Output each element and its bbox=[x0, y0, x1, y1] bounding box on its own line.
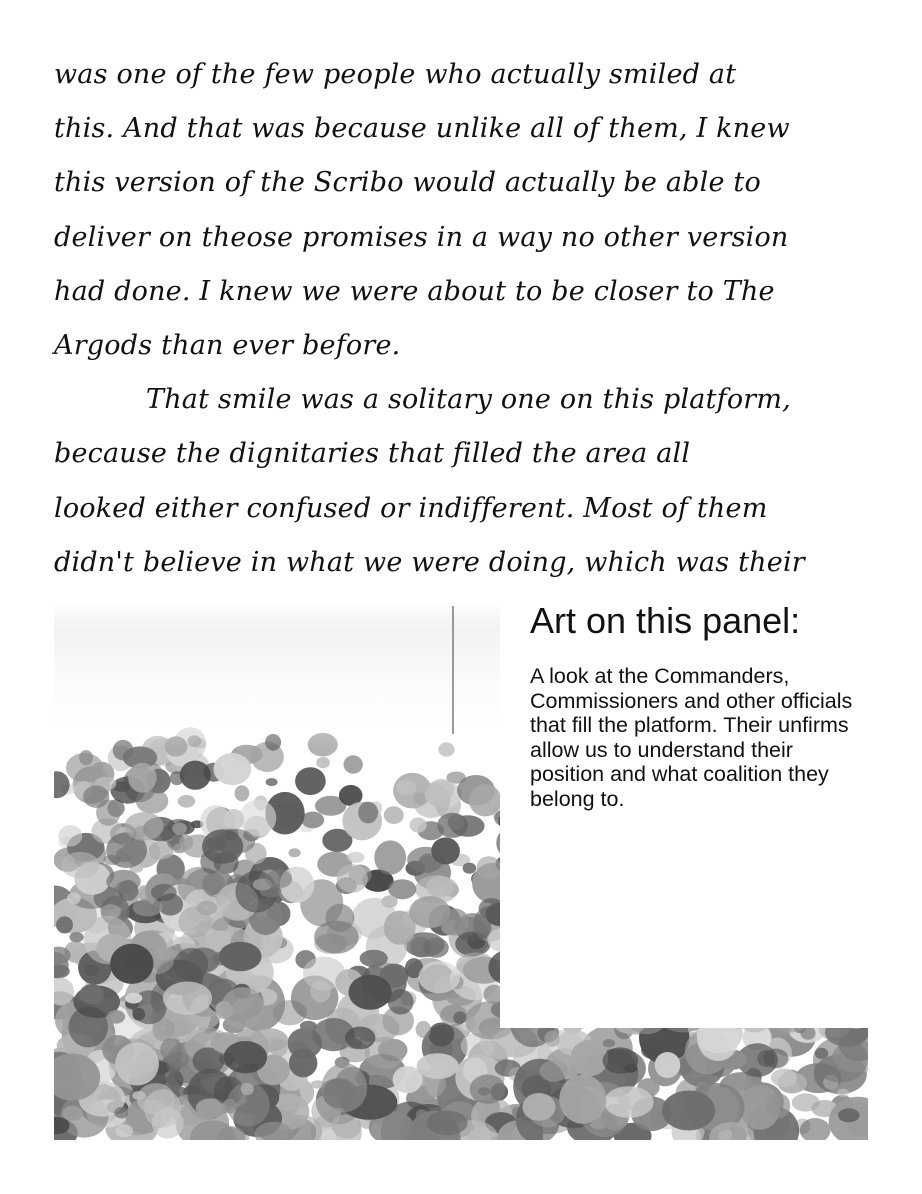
narrative-line: had done. I knew we were about to be closer to The bbox=[54, 275, 775, 307]
narrative-line: this version of the Scribo would actually be able to bbox=[54, 167, 761, 199]
narrative-line: because the dignitaries that filled the area all bbox=[54, 438, 691, 470]
narrative-line: was one of the few people who actually smiled at bbox=[54, 59, 737, 90]
narrative-line: didn't believe in what we were doing, which was their bbox=[54, 546, 805, 578]
art-panel-heading: Art on this panel: bbox=[530, 600, 801, 641]
narrative-line: Argods than ever before. bbox=[54, 329, 401, 361]
narrative-line: That smile was a solitary one on this platform, bbox=[146, 384, 791, 416]
art-panel-description: A look at the Commanders, Commissioners and other officials that fill the platform. Their unfirms allow us to understand their position and what coalition they belong to. bbox=[530, 664, 853, 811]
narrative-line: looked either confused or indifferent. Most of them bbox=[54, 492, 768, 524]
panel-divider bbox=[452, 606, 454, 734]
art-panel-note bbox=[530, 600, 880, 811]
narrative-text bbox=[54, 48, 874, 590]
narrative-line: deliver on theose promises in a way no other version bbox=[54, 221, 789, 253]
narrative-line: this. And that was because unlike all of them, I knew bbox=[54, 113, 790, 145]
